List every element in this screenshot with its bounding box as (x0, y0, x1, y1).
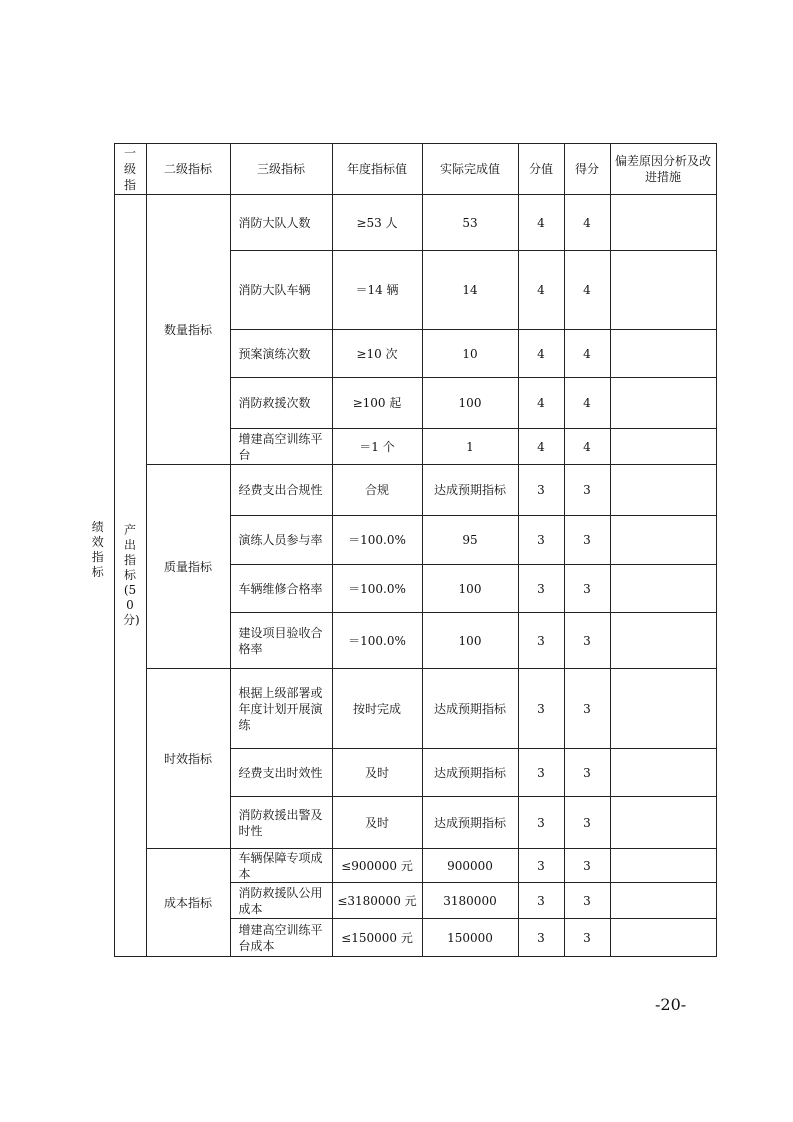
deviation-cell (610, 565, 716, 613)
header-row (82, 144, 716, 195)
header-annual-target: 年度指标值 (332, 144, 422, 195)
header-level2: 二级指标 (146, 144, 230, 195)
score-cell: 3 (564, 849, 610, 883)
value-cell: 3 (518, 516, 564, 565)
actual-cell: 14 (422, 251, 518, 330)
score-cell: 3 (564, 565, 610, 613)
deviation-cell (610, 613, 716, 669)
header-actual: 实际完成值 (422, 144, 518, 195)
header-score-value: 分值 (518, 144, 564, 195)
value-cell: 3 (518, 797, 564, 849)
target-cell: ≤150000 元 (332, 919, 422, 957)
indicator-cell: 增建高空训练平台 (230, 429, 332, 465)
deviation-cell (610, 749, 716, 797)
value-cell: 3 (518, 849, 564, 883)
value-cell: 3 (518, 749, 564, 797)
target-cell: ≤3180000 元 (332, 883, 422, 919)
deviation-cell (610, 516, 716, 565)
actual-cell: 达成预期指标 (422, 797, 518, 849)
target-cell: 按时完成 (332, 669, 422, 749)
indicator-cell: 消防救援出警及时性 (230, 797, 332, 849)
outer-label: 绩效指标 (91, 520, 104, 579)
deviation-cell (610, 849, 716, 883)
value-cell: 3 (518, 883, 564, 919)
indicator-cell: 经费支出合规性 (230, 465, 332, 516)
category-quality: 质量指标 (146, 465, 230, 669)
header-level1: 一级指 (114, 144, 146, 195)
deviation-cell (610, 797, 716, 849)
actual-cell: 150000 (422, 919, 518, 957)
score-cell: 3 (564, 919, 610, 957)
value-cell: 4 (518, 429, 564, 465)
target-cell: ＝14 辆 (332, 251, 422, 330)
score-cell: 3 (564, 669, 610, 749)
header-deviation: 偏差原因分析及改进措施 (610, 144, 716, 195)
score-cell: 4 (564, 195, 610, 251)
deviation-cell (610, 195, 716, 251)
target-cell: ＝100.0% (332, 516, 422, 565)
table-row (82, 849, 716, 883)
category-quantity: 数量指标 (146, 195, 230, 465)
score-cell: 3 (564, 516, 610, 565)
table-row (82, 195, 716, 251)
indicator-cell: 经费支出时效性 (230, 749, 332, 797)
deviation-cell (610, 883, 716, 919)
actual-cell: 95 (422, 516, 518, 565)
score-cell: 3 (564, 797, 610, 849)
target-cell: ≤900000 元 (332, 849, 422, 883)
indicator-cell: 车辆保障专项成本 (230, 849, 332, 883)
target-cell: ≥100 起 (332, 378, 422, 429)
level1-cell (114, 195, 146, 957)
indicator-cell: 增建高空训练平台成本 (230, 919, 332, 957)
deviation-cell (610, 429, 716, 465)
value-cell: 3 (518, 919, 564, 957)
header-score: 得分 (564, 144, 610, 195)
header-level3: 三级指标 (230, 144, 332, 195)
performance-indicator-table (82, 143, 717, 957)
score-cell: 4 (564, 251, 610, 330)
actual-cell: 100 (422, 565, 518, 613)
target-cell: ＝1 个 (332, 429, 422, 465)
target-cell: 及时 (332, 749, 422, 797)
indicator-cell: 消防大队车辆 (230, 251, 332, 330)
actual-cell: 900000 (422, 849, 518, 883)
value-cell: 4 (518, 195, 564, 251)
indicator-cell: 预案演练次数 (230, 330, 332, 378)
score-cell: 3 (564, 465, 610, 516)
score-cell: 4 (564, 330, 610, 378)
value-cell: 4 (518, 251, 564, 330)
actual-cell: 100 (422, 613, 518, 669)
target-cell: ＝100.0% (332, 613, 422, 669)
category-cost: 成本指标 (146, 849, 230, 957)
indicator-cell: 车辆维修合格率 (230, 565, 332, 613)
score-cell: 4 (564, 429, 610, 465)
deviation-cell (610, 669, 716, 749)
indicator-cell: 消防救援队公用成本 (230, 883, 332, 919)
score-cell: 3 (564, 749, 610, 797)
level1-label: 产出指标(50分) (123, 523, 140, 627)
actual-cell: 3180000 (422, 883, 518, 919)
value-cell: 3 (518, 465, 564, 516)
table-row (82, 465, 716, 516)
deviation-cell (610, 330, 716, 378)
indicator-cell: 消防大队人数 (230, 195, 332, 251)
deviation-cell (610, 378, 716, 429)
actual-cell: 10 (422, 330, 518, 378)
indicator-cell: 演练人员参与率 (230, 516, 332, 565)
indicator-cell: 根据上级部署或年度计划开展演练 (230, 669, 332, 749)
actual-cell: 达成预期指标 (422, 749, 518, 797)
indicator-cell: 消防救援次数 (230, 378, 332, 429)
outer-label-cell (82, 144, 114, 957)
value-cell: 4 (518, 330, 564, 378)
value-cell: 3 (518, 613, 564, 669)
page-number: -20- (655, 995, 687, 1014)
actual-cell: 100 (422, 378, 518, 429)
table-row (82, 669, 716, 749)
target-cell: ＝100.0% (332, 565, 422, 613)
value-cell: 3 (518, 669, 564, 749)
score-cell: 3 (564, 883, 610, 919)
actual-cell: 1 (422, 429, 518, 465)
score-cell: 3 (564, 613, 610, 669)
deviation-cell (610, 251, 716, 330)
deviation-cell (610, 465, 716, 516)
target-cell: ≥10 次 (332, 330, 422, 378)
indicator-cell: 建设项目验收合格率 (230, 613, 332, 669)
actual-cell: 达成预期指标 (422, 465, 518, 516)
actual-cell: 达成预期指标 (422, 669, 518, 749)
target-cell: 及时 (332, 797, 422, 849)
target-cell: 合规 (332, 465, 422, 516)
score-cell: 4 (564, 378, 610, 429)
actual-cell: 53 (422, 195, 518, 251)
value-cell: 3 (518, 565, 564, 613)
deviation-cell (610, 919, 716, 957)
value-cell: 4 (518, 378, 564, 429)
category-timeliness: 时效指标 (146, 669, 230, 849)
target-cell: ≥53 人 (332, 195, 422, 251)
